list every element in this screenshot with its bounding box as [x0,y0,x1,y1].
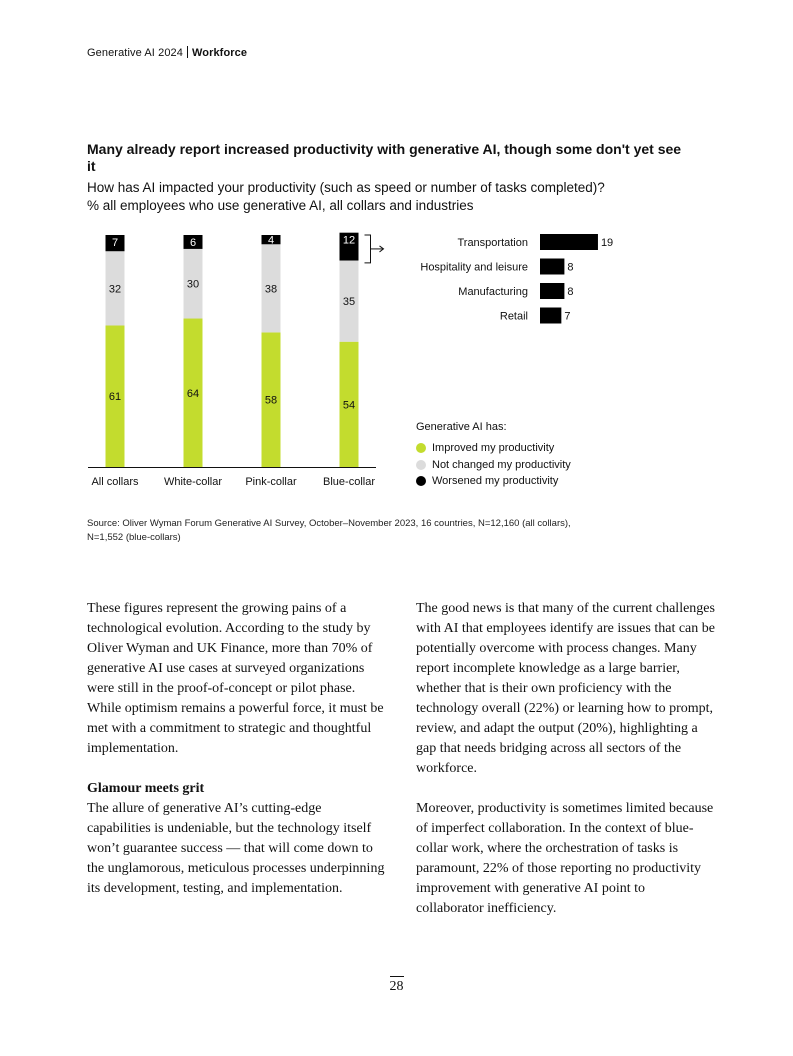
legend-title: Generative AI has: [416,421,507,433]
figure-subtitle [87,179,727,215]
data-label: 58 [264,394,278,407]
body-paragraph: These figures represent the growing pains of a technological evolution. According to the study by Oliver Wyman and UK Finance, more than 70% of generative AI use cases at surveyed organizations were still in the proof-of-concept or pilot phase. While optimism remains a powerful force, it must be met with a commitment to strategic and thoughtful implementation. [87,601,384,756]
stacked-bar-chart [86,226,386,494]
page-number [0,979,793,995]
legend-item-not-changed [416,457,571,474]
page-number-text: 28 [390,976,404,994]
body-column-left [87,599,387,919]
data-label: 12 [342,234,356,247]
legend-swatch [416,443,426,453]
industry-value: 7 [564,310,571,323]
legend-item-improved [416,440,571,457]
data-label: 54 [342,399,356,412]
body-paragraph: The good news is that many of the current challenges with AI that employees identify are issues that can be potentially overcome with process changes. Many report incomplete knowledge as a large barrier, whether that is their own proficiency with the technology overall (22%) or learning how to prompt, review, and adapt the output (20%), highlighting a gap that needs bridging across all sectors of the workforce. [416,601,715,776]
industry-value: 8 [567,286,574,298]
source-line: N=1,552 (blue-collars) [87,532,181,543]
subheading: Glamour meets grit [87,781,205,796]
industry-bar [540,283,564,299]
body-paragraph: Moreover, productivity is sometimes limited because of imperfect collaboration. In the context of blue-collar work, where the orchestration of tasks is paramount, 22% of those reporting no productivity improvement with generative AI point to collaborator inefficiency. [416,801,714,916]
source-line: Source: Oliver Wyman Forum Generative AI Survey, October–November 2023, 16 countries, N=12,160 (all collars), [87,518,571,529]
data-label: 64 [186,387,200,400]
industry-value: 19 [600,237,614,249]
chart-legend [416,421,571,490]
industry-bar [540,308,561,324]
legend-label: Worsened my productivity [432,475,559,488]
figure-base: % all employees who use generative AI, all collars and industries [87,198,474,213]
publication-name: Generative AI 2024 [87,47,183,59]
category-label: Pink-collar [245,476,297,488]
industry-label: Retail [499,310,528,323]
figure-source [87,517,707,545]
industry-label: Manufacturing [458,286,528,298]
legend-label: Improved my productivity [432,442,555,455]
legend-label: Not changed my productivity [432,458,571,471]
industry-bar [540,259,564,275]
running-header [87,46,247,59]
category-label: All collars [91,476,139,488]
industry-label: Hospitality and leisure [420,261,528,274]
body-column-right [416,599,716,939]
header-divider [187,46,188,58]
data-label: 35 [342,296,356,309]
data-label: 7 [111,237,119,249]
industry-label: Transportation [457,237,528,249]
category-label: Blue-collar [323,476,375,488]
industry-bar [540,234,598,250]
data-label: 32 [108,283,122,296]
figure-title: Many already report increased productivity with generative AI, though some don't yet see it [87,141,682,174]
body-paragraph: The allure of generative AI’s cutting-edge capabilities is undeniable, but the technology itself won’t guarantee success — that will come down to the unglamorous, meticulous processes underpinning its development, testing, and implementation. [87,801,385,896]
data-label: 38 [264,283,278,296]
data-label: 30 [186,278,200,291]
industry-value: 8 [567,261,574,274]
legend-swatch [416,476,426,486]
legend-swatch [416,460,426,470]
data-label: 4 [267,234,275,247]
data-label: 6 [189,236,197,249]
legend-item-worsened [416,473,571,490]
industry-bar-chart [360,226,660,336]
figure-question: How has AI impacted your productivity (such as speed or number of tasks completed)? [87,180,605,195]
section-name: Workforce [191,47,248,59]
data-label: 61 [108,391,122,404]
category-label: White-collar [163,476,223,488]
